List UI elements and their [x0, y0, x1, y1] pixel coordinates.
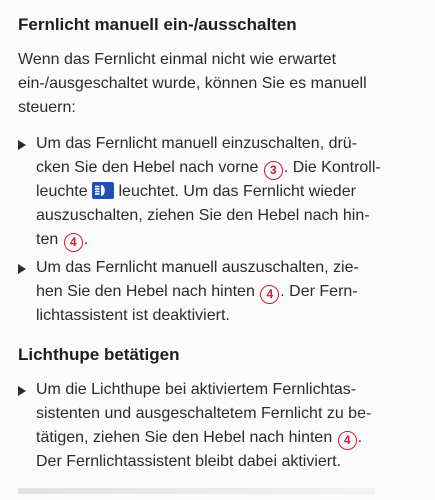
cut-off-text-line — [18, 488, 375, 494]
bullet-text: cken Sie den Hebel nach vorne — [36, 159, 263, 176]
bullet-text: auszuschalten, ziehen Sie den Hebel nach hin- — [36, 207, 370, 224]
bullet-text: leuchte — [36, 183, 93, 200]
arrow-bullet-icon — [18, 264, 26, 274]
arrow-bullet-icon — [18, 140, 26, 150]
bullet-text: hen Sie den Hebel nach hinten — [36, 283, 260, 300]
bullet-text: Der Fernlichtassistent bleibt dabei aktiviert. — [36, 453, 342, 470]
bullet-text: . Der Fern- — [280, 283, 358, 300]
bullet-text: lichtassistent ist deaktiviert. — [36, 307, 230, 324]
intro-line: steuern: — [18, 99, 76, 116]
section-title-flash: Lichthupe betätigen — [18, 345, 180, 364]
bullet-flash — [18, 378, 413, 474]
intro-line: Wenn das Fernlicht einmal nicht wie erwartet — [18, 51, 337, 68]
bullet-switch-on — [18, 132, 413, 252]
callout-number-4: 4 — [64, 233, 83, 252]
intro-line: ein-/ausgeschaltet wurde, können Sie es manuell — [18, 75, 367, 92]
callout-number-3: 3 — [264, 161, 283, 180]
bullet-text: Um das Fernlicht manuell auszuschalten, zie- — [36, 259, 359, 276]
bullet-text: Um das Fernlicht manuell einzuschalten, drü- — [36, 135, 358, 152]
bullet-text: sistenten und ausgeschaltetem Fernlicht zu be- — [36, 405, 372, 422]
bullet-text: ten — [36, 231, 63, 248]
section-title-high-beam: Fernlicht manuell ein-/ausschalten — [18, 15, 297, 34]
bullet-text: Um die Lichthupe bei aktiviertem Fernlichtas- — [36, 381, 357, 398]
callout-number-4: 4 — [260, 285, 279, 304]
arrow-bullet-icon — [18, 386, 26, 396]
callout-number-4: 4 — [338, 431, 357, 450]
bullet-text: tätigen, ziehen Sie den Hebel nach hinten — [36, 429, 337, 446]
bullet-text: . — [83, 231, 89, 248]
bullet-switch-off — [18, 256, 413, 328]
intro-paragraph — [18, 48, 413, 120]
bullet-text: . — [357, 429, 363, 446]
high-beam-indicator-icon — [92, 182, 114, 199]
bullet-text: leuchtet. Um das Fernlicht wieder — [114, 183, 356, 200]
bullet-text: . Die Kontroll- — [283, 159, 381, 176]
